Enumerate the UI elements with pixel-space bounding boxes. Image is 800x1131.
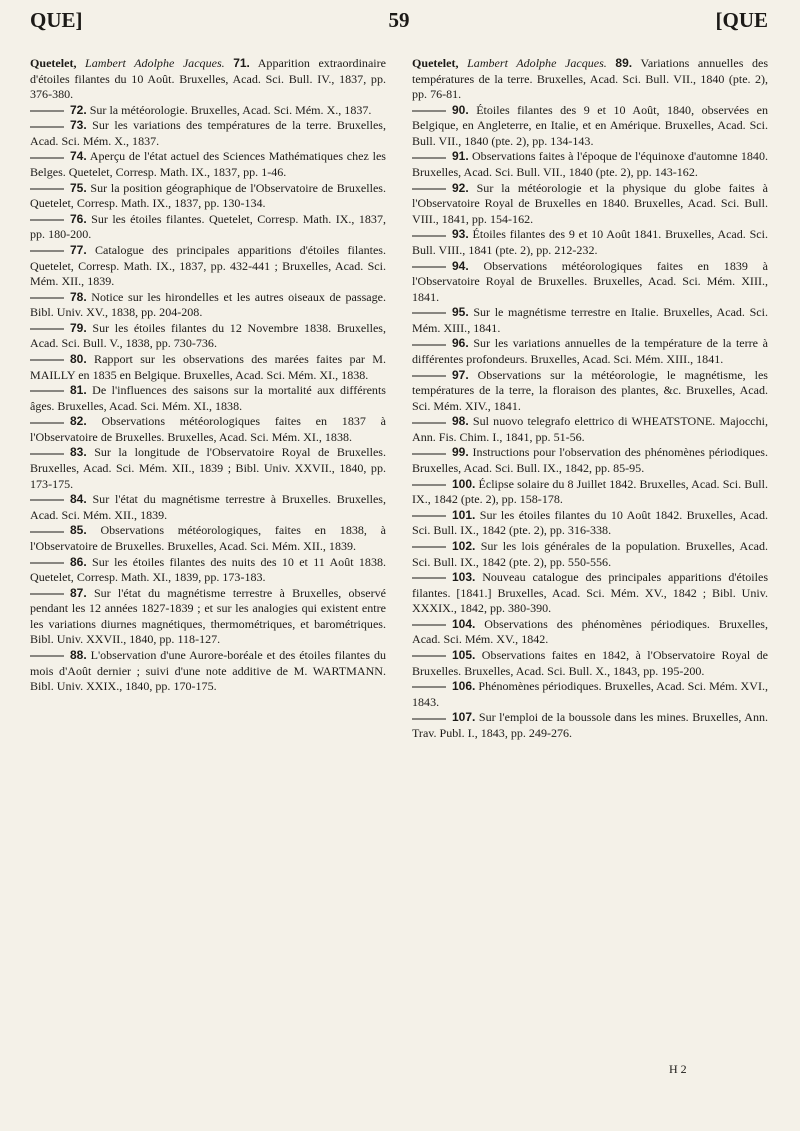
entry-text: Étoiles filantes des 9 et 10 Août, 1840, observées en Belgique, en Angleterre, en Italie, et en Amérique. Bruxelles, Acad. Sci. Bull. VII., 1840 (pte. 2), pp. 134-143. bbox=[412, 102, 768, 148]
entry-number: 91. bbox=[452, 149, 469, 164]
bibliography-entry bbox=[412, 414, 768, 445]
ditto-dash bbox=[30, 181, 70, 197]
entry-number: 71. bbox=[233, 56, 250, 70]
ditto-dash bbox=[412, 181, 452, 197]
entry-text: Sur les étoiles filantes du 12 Novembre 1838. Bruxelles, Acad. Sci. Bull. V., 1838, pp. 730-736. bbox=[30, 320, 387, 351]
author-forenames: Lambert Adolphe Jacques. bbox=[467, 56, 607, 70]
bibliography-entry bbox=[30, 523, 386, 554]
bibliography-entry bbox=[30, 321, 386, 352]
ditto-dash bbox=[30, 103, 70, 119]
entry-number: 86. bbox=[70, 554, 87, 569]
bibliography-entry bbox=[30, 290, 386, 321]
author-surname: Quetelet, bbox=[30, 56, 77, 70]
entry-number: 90. bbox=[452, 102, 469, 117]
bibliography-entry bbox=[412, 679, 768, 710]
ditto-dash bbox=[412, 305, 452, 321]
bibliography-entry bbox=[412, 227, 768, 258]
author-forenames: Lambert Adolphe Jacques. bbox=[85, 56, 225, 70]
entry-text: Sul nuovo telegrafo elettrico di WHEATSTONE. Majocchi, Ann. Fis. Chim. I., 1841, pp. 51-56. bbox=[412, 414, 769, 444]
ditto-dash bbox=[30, 586, 70, 602]
bibliography-entry bbox=[30, 118, 386, 149]
bibliography-entry bbox=[412, 539, 768, 570]
entry-number: 73. bbox=[70, 118, 87, 133]
entry-number: 85. bbox=[70, 523, 87, 538]
bibliography-entry bbox=[30, 445, 386, 492]
bibliography-entry bbox=[412, 181, 768, 228]
entry-text: Sur les variations des températures de la terre. Bruxelles, Acad. Sci. Mém. X., 1837. bbox=[30, 118, 387, 148]
bibliography-entry bbox=[412, 103, 768, 150]
bibliography-entry bbox=[30, 149, 386, 180]
entry-text: Notice sur les hirondelles et les autres oiseaux de passage. Bibl. Univ. XV., 1838, pp. 204-208. bbox=[30, 289, 386, 320]
ditto-dash bbox=[30, 555, 70, 571]
bibliography-entry bbox=[412, 648, 768, 679]
entry-text: Sur la météorologie et la physique du globe faites à l'Observatoire Royal de Bruxelles en 1840. Bruxelles, Acad. Sci. Bull. VIII., 1841, pp. 154-162. bbox=[412, 180, 768, 226]
running-header bbox=[30, 8, 768, 38]
bibliography-entry bbox=[412, 368, 768, 415]
bibliography-entry bbox=[412, 336, 768, 367]
entry-number: 76. bbox=[70, 211, 87, 226]
bibliography-entry bbox=[30, 414, 386, 445]
bibliography-entry bbox=[30, 243, 386, 290]
bibliography-entry bbox=[30, 555, 386, 586]
entry-text: L'observation d'une Aurore-boréale et des étoiles filantes du mois d'Août dernier ; suivi d'une note additive de M. WARTMANN. Bibl. Univ. XXIX., 1840, pp. 170-175. bbox=[30, 647, 386, 694]
entry-number: 105. bbox=[452, 647, 476, 662]
entry-number: 82. bbox=[70, 414, 87, 429]
entry-number: 106. bbox=[452, 679, 476, 694]
entry-number: 98. bbox=[452, 414, 469, 429]
entry-text: Sur l'emploi de la boussole dans les mines. Bruxelles, Ann. Trav. Publ. I., 1843, pp. 249-276. bbox=[412, 710, 769, 740]
ditto-dash bbox=[412, 103, 452, 119]
entry-number: 84. bbox=[70, 492, 87, 507]
ditto-dash bbox=[412, 570, 452, 586]
ditto-dash bbox=[30, 321, 70, 337]
ditto-dash bbox=[30, 352, 70, 368]
ditto-dash bbox=[30, 149, 70, 165]
ditto-dash bbox=[412, 617, 452, 633]
entry-text: Aperçu de l'état actuel des Sciences Mathématiques chez les Belges. Quetelet, Corresp. Math. IX., 1837, pp. 1-46. bbox=[30, 149, 386, 180]
entry-text: Sur l'état du magnétisme terrestre à Bruxelles, observé pendant les 12 années 1827-1839 ; et sur les analogies qui existent entre les variations diurnes magnétiques, thermométriques, et barométriques. Bibl. Univ. XXVII., 1840, pp. 118-127. bbox=[30, 585, 386, 647]
bibliography-entry bbox=[30, 492, 386, 523]
entry-text: Observations faites à l'époque de l'équinoxe d'automne 1840. Bruxelles, Acad. Sci. Bull. VII., 1840 (pte. 2), pp. 143-162. bbox=[412, 149, 768, 180]
entry-number: 92. bbox=[452, 180, 469, 195]
ditto-dash bbox=[412, 368, 452, 384]
entry-number: 95. bbox=[452, 305, 469, 320]
entry-number: 93. bbox=[452, 227, 469, 242]
entry-text: Nouveau catalogue des principales apparitions d'étoiles filantes. [1841.] Bruxelles, Acad. Sci. Mém. XV., 1842 ; Bibl. Univ. XXXIX., 1842, pp. 380-390. bbox=[412, 570, 769, 616]
entry-number: 79. bbox=[70, 320, 87, 335]
entry-number: 101. bbox=[452, 507, 476, 522]
bibliography-entry bbox=[412, 56, 768, 103]
entry-number: 94. bbox=[452, 258, 469, 273]
bibliography-entry bbox=[30, 56, 386, 103]
bibliography-entry bbox=[412, 570, 768, 617]
entry-text: Sur les étoiles filantes. Quetelet, Corresp. Math. IX., 1837, pp. 180-200. bbox=[30, 211, 386, 242]
entry-text: Sur les étoiles filantes du 10 Août 1842. Bruxelles, Acad. Sci. Bull. IX., 1842 (pte. 2), pp. 316-338. bbox=[412, 507, 768, 538]
entry-number: 72. bbox=[70, 102, 87, 117]
entry-text: Étoiles filantes des 9 et 10 Août 1841. Bruxelles, Acad. Sci. Bull. VIII., 1841 (pte. 2), pp. 212-232. bbox=[412, 227, 768, 257]
entry-number: 83. bbox=[70, 445, 87, 460]
entry-number: 107. bbox=[452, 710, 476, 725]
entry-text: Sur la position géographique de l'Observatoire de Bruxelles. Quetelet, Corresp. Math. IX., 1837, pp. 130-134. bbox=[30, 180, 386, 211]
header-left: QUE] bbox=[30, 8, 83, 32]
bibliography-entry bbox=[30, 212, 386, 243]
bibliography-entry bbox=[30, 586, 386, 648]
bibliography-entry bbox=[30, 181, 386, 212]
bibliography-entry bbox=[412, 477, 768, 508]
ditto-dash bbox=[30, 290, 70, 306]
ditto-dash bbox=[30, 118, 70, 134]
ditto-dash bbox=[412, 710, 452, 726]
entry-number: 97. bbox=[452, 367, 469, 382]
ditto-dash bbox=[412, 445, 452, 461]
entry-text: Sur l'état du magnétisme terrestre à Bruxelles. Bruxelles, Acad. Sci. Mém. XII., 1839. bbox=[30, 492, 386, 522]
ditto-dash bbox=[412, 539, 452, 555]
ditto-dash bbox=[412, 648, 452, 664]
entry-number: 75. bbox=[70, 180, 87, 195]
entry-number: 81. bbox=[70, 383, 87, 398]
entry-number: 103. bbox=[452, 570, 476, 585]
bibliography-entry bbox=[412, 710, 768, 741]
ditto-dash bbox=[30, 523, 70, 539]
left-column bbox=[30, 56, 386, 695]
bibliography-entry bbox=[30, 352, 386, 383]
entry-text: Observations météorologiques faites en 1839 à l'Observatoire Royal de Bruxelles. Bruxelles, Acad. Sci. Mém. XIII., 1841. bbox=[412, 258, 768, 304]
bibliography-entry bbox=[30, 648, 386, 695]
entry-number: 104. bbox=[452, 616, 476, 631]
ditto-dash bbox=[412, 336, 452, 352]
entry-number: 87. bbox=[70, 585, 87, 600]
entry-text: Sur les variations annuelles de la température de la terre à différentes profondeurs. Bruxelles, Acad. Sci. Mém. XIII., 1841. bbox=[412, 336, 769, 366]
ditto-dash bbox=[30, 492, 70, 508]
entry-text: Observations météorologiques faites en 1837 à l'Observatoire de Bruxelles. Bruxelles, Acad. Sci. Mém. XI., 1838. bbox=[30, 414, 386, 444]
ditto-dash bbox=[30, 243, 70, 259]
bibliography-entry bbox=[412, 149, 768, 180]
ditto-dash bbox=[412, 149, 452, 165]
entry-text: Variations annuelles des températures de la terre. Bruxelles, Acad. Sci. Bull. VII., 1840 (pte. 2), pp. 76-81. bbox=[412, 56, 769, 102]
bibliography-entry bbox=[412, 617, 768, 648]
entry-number: 89. bbox=[615, 56, 633, 70]
entry-number: 102. bbox=[452, 538, 476, 553]
bibliography-entry bbox=[412, 259, 768, 306]
entry-text: Sur les lois générales de la population. Bruxelles, Acad. Sci. Bull. IX., 1842 (pte. 2), pp. 550-556. bbox=[412, 538, 768, 569]
ditto-dash bbox=[30, 212, 70, 228]
ditto-dash bbox=[30, 445, 70, 461]
entry-text: Sur la longitude de l'Observatoire Royal de Bruxelles. Bruxelles, Acad. Sci. Mém. XII., 1839 ; Bibl. Univ. XXVII., 1840, pp. 173-175. bbox=[30, 445, 386, 491]
bibliography-entry bbox=[30, 103, 386, 119]
entry-text: Apparition extraordinaire d'étoiles filantes du 10 Août. Bruxelles, Acad. Sci. Bull. IV., 1837, pp. 376-380. bbox=[30, 56, 387, 102]
entry-text: Observations faites en 1842, à l'Observatoire Royal de Bruxelles. Bruxelles, Acad. Sci. Bull. X., 1843, pp. 195-200. bbox=[412, 647, 768, 678]
entry-text: Observations sur la météorologie, le magnétisme, les températures de la terre, la floraison des plantes, &c. Bruxelles, Acad. Sci. Mém. XIV., 1841. bbox=[412, 367, 768, 413]
ditto-dash bbox=[30, 648, 70, 664]
ditto-dash bbox=[412, 477, 452, 493]
entry-text: De l'influences des saisons sur la mortalité aux différents âges. Bruxelles, Acad. Sci. Mém. XI., 1838. bbox=[30, 383, 386, 413]
entry-text: Catalogue des principales apparitions d'étoiles filantes. Quetelet, Corresp. Math. IX., 1837, pp. 432-441 ; Bruxelles, Acad. Sci. Mém. XII., 1839. bbox=[30, 242, 387, 289]
ditto-dash bbox=[412, 679, 452, 695]
entry-number: 77. bbox=[70, 242, 87, 257]
bibliography-entry bbox=[412, 305, 768, 336]
entry-number: 88. bbox=[70, 647, 87, 662]
ditto-dash bbox=[412, 227, 452, 243]
ditto-dash bbox=[412, 508, 452, 524]
entry-number: 99. bbox=[452, 445, 469, 460]
ditto-dash bbox=[30, 414, 70, 430]
entry-text: Éclipse solaire du 8 Juillet 1842. Bruxelles, Acad. Sci. Bull. IX., 1842 (pte. 2), pp. 158-178. bbox=[412, 476, 768, 507]
bibliography-entry bbox=[412, 508, 768, 539]
entry-text: Instructions pour l'observation des phénomènes périodiques. Bruxelles, Acad. Sci. Bull. IX., 1842, pp. 85-95. bbox=[412, 445, 768, 476]
author-surname: Quetelet, bbox=[412, 56, 459, 70]
bibliography-entry bbox=[412, 445, 768, 476]
entry-text: Sur la météorologie. Bruxelles, Acad. Sci. Mém. X., 1837. bbox=[89, 102, 372, 117]
header-right: [QUE bbox=[715, 8, 768, 32]
ditto-dash bbox=[30, 383, 70, 399]
entry-text: Rapport sur les observations des marées faites par M. MAILLY en 1835 en Belgique. Bruxelles, Acad. Sci. Mém. XI., 1838. bbox=[30, 351, 386, 382]
right-column bbox=[412, 56, 768, 741]
bibliography-entry bbox=[30, 383, 386, 414]
signature-mark: H 2 bbox=[669, 1062, 687, 1076]
entry-text: Phénomènes périodiques. Bruxelles, Acad. Sci. Mém. XVI., 1843. bbox=[412, 679, 768, 709]
entry-number: 78. bbox=[70, 289, 87, 304]
ditto-dash bbox=[412, 414, 452, 430]
ditto-dash bbox=[412, 259, 452, 275]
entry-number: 96. bbox=[452, 336, 469, 351]
entry-number: 100. bbox=[452, 476, 476, 491]
entry-text: Observations météorologiques, faites en 1838, à l'Observatoire de Bruxelles. Bruxelles, Acad. Sci. Mém. XII., 1839. bbox=[30, 523, 387, 553]
page-number: 59 bbox=[388, 8, 410, 32]
entry-text: Observations des phénomènes périodiques. Bruxelles, Acad. Sci. Mém. XV., 1842. bbox=[412, 616, 769, 647]
entry-number: 80. bbox=[70, 351, 87, 366]
entry-number: 74. bbox=[70, 149, 87, 164]
entry-text: Sur le magnétisme terrestre en Italie. Bruxelles, Acad. Sci. Mém. XIII., 1841. bbox=[412, 305, 768, 335]
entry-text: Sur les étoiles filantes des nuits des 10 et 11 Août 1838. Quetelet, Corresp. Math. XI., 1839, pp. 173-183. bbox=[30, 554, 386, 585]
